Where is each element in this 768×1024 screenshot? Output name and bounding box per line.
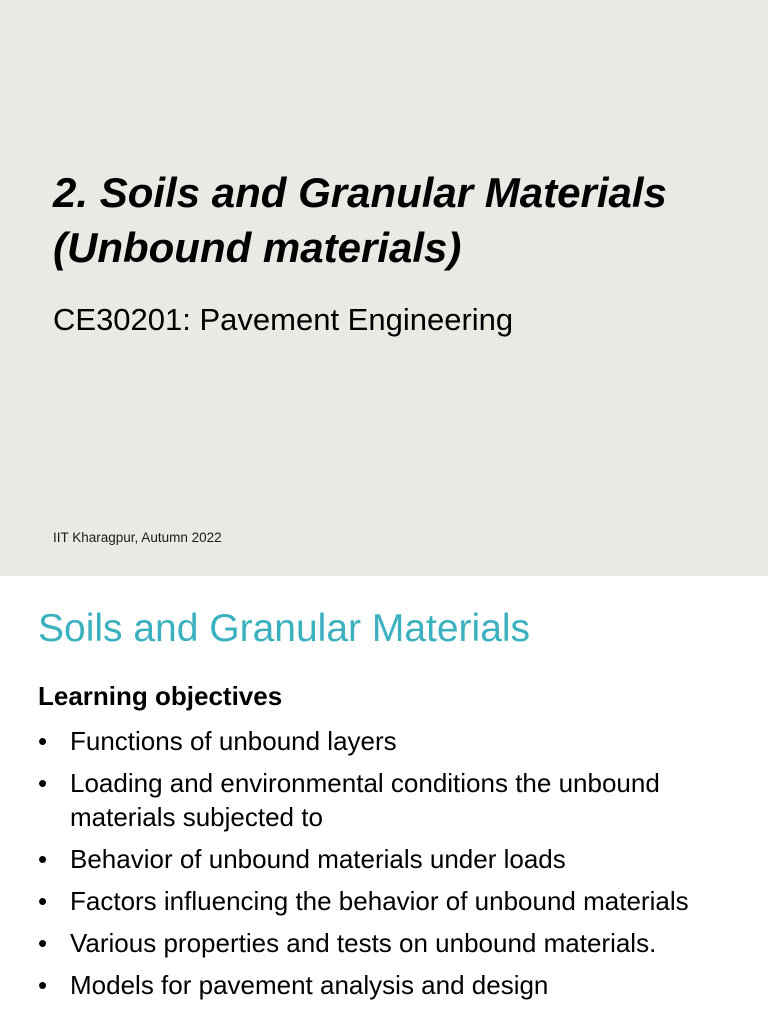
slide-title-line-1: 2. Soils and Granular Materials bbox=[53, 169, 667, 216]
objective-item bbox=[38, 842, 738, 876]
bullet-icon: • bbox=[38, 726, 48, 756]
objective-text: Various properties and tests on unbound materials. bbox=[70, 928, 657, 958]
slide-title bbox=[53, 165, 753, 275]
section-heading: Soils and Granular Materials bbox=[38, 607, 531, 650]
course-subtitle: CE30201: Pavement Engineering bbox=[53, 302, 514, 337]
bullet-icon: • bbox=[38, 768, 48, 798]
content-slide bbox=[0, 576, 768, 1024]
objective-text: Factors influencing the behavior of unbound materials bbox=[70, 886, 689, 916]
objective-text: Behavior of unbound materials under loads bbox=[70, 844, 566, 874]
objective-item bbox=[38, 926, 738, 960]
bullet-icon: • bbox=[38, 928, 48, 958]
objective-item bbox=[38, 884, 738, 918]
institution-footer: IIT Kharagpur, Autumn 2022 bbox=[53, 530, 222, 545]
objective-text: Functions of unbound layers bbox=[70, 726, 397, 756]
slide-title-line-2: (Unbound materials) bbox=[53, 224, 462, 271]
learning-objectives-heading: Learning objectives bbox=[38, 681, 283, 711]
objective-text: Models for pavement analysis and design bbox=[70, 970, 549, 1000]
bullet-icon: • bbox=[38, 886, 48, 916]
objective-text: Loading and environmental conditions the unbound materials subjected to bbox=[70, 768, 660, 832]
objectives-list bbox=[38, 724, 738, 1010]
objective-item bbox=[38, 766, 738, 834]
bullet-icon: • bbox=[38, 970, 48, 1000]
objective-item bbox=[38, 724, 738, 758]
objective-item bbox=[38, 968, 738, 1002]
bullet-icon: • bbox=[38, 844, 48, 874]
